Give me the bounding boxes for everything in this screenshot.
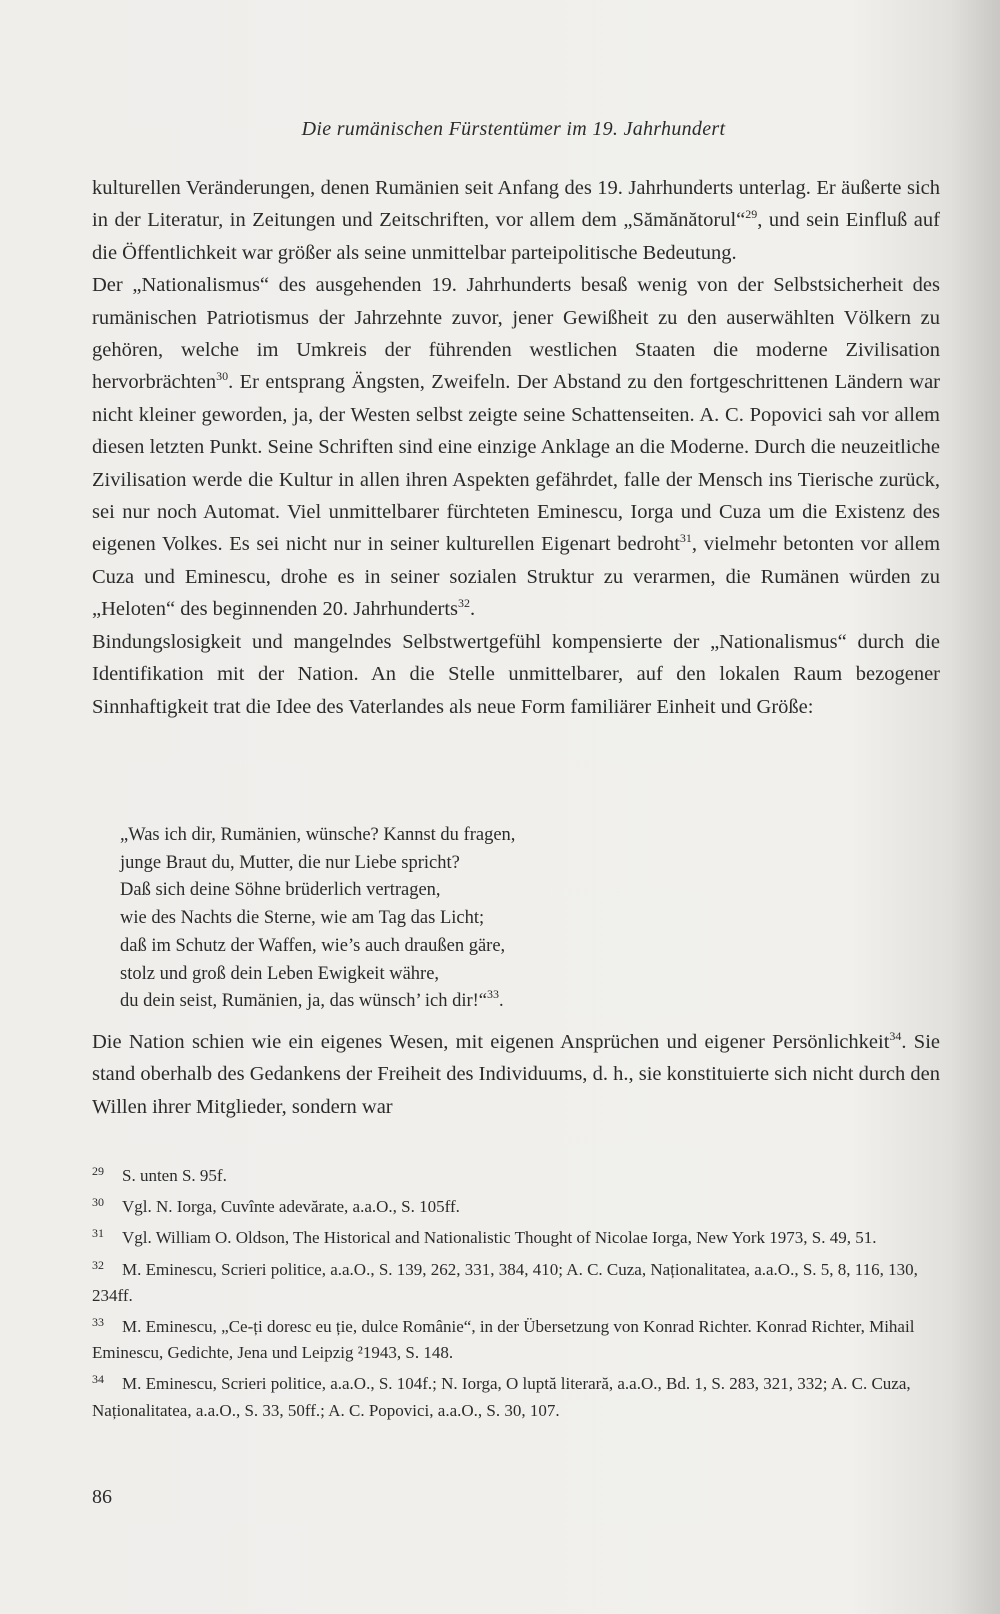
footnote-31 [92, 1220, 940, 1251]
poem-line: wie des Nachts die Sterne, wie am Tag das Licht; [120, 908, 485, 929]
paragraph-1-text-a: kulturellen Veränderungen, denen Rumänien seit Anfang des 19. Jahrhunderts unterlag. Er äußerte sich in der Literatur, in Zeitungen und Zeitschriften, vor allem dem „Sămănătorul“ [92, 177, 940, 232]
paragraph-4-text-a: Die Nation schien wie ein eigenes Wesen, mit eigenen Ansprüchen und eigener Persönlichkeit [92, 1031, 890, 1053]
poem-line-last [120, 988, 920, 1016]
footnotes [92, 1158, 940, 1424]
footnote-ref-32: 32 [458, 596, 471, 611]
footnote-33 [92, 1309, 940, 1366]
footnote-text: M. Eminescu, Scrieri politice, a.a.O., S. 104f.; N. Iorga, O luptă literară, a.a.O., Bd. 1, S. 283, 321, 332; A. C. Cuza, Naționalitatea, a.a.O., S. 33, 50ff.; A. C. Popovici, a.a.O., S. 30, 107. [92, 1374, 911, 1420]
poem-line: Daß sich deine Söhne brüderlich vertragen, [120, 880, 441, 901]
poem-line: junge Braut du, Mutter, die nur Liebe spricht? [120, 852, 460, 873]
paragraph-4 [92, 1026, 940, 1123]
footnote-number: 32 [92, 1257, 104, 1272]
poem-line: daß im Schutz der Waffen, wie’s auch draußen gäre, [120, 935, 506, 956]
footnote-ref-29: 29 [745, 207, 758, 222]
paragraph-3: Bindungslosigkeit und mangelndes Selbstwertgefühl kompensierte der „Nationalismus“ durch die Identifikation mit der Nation. An die Stelle unmittelbarer, auf den lokalen Raum bezogener Sinnhaftigkeit trat die Idee des Vaterlandes als neue Form familiärer Einheit und Größe: [92, 630, 940, 718]
footnote-text: Vgl. William O. Oldson, The Historical and Nationalistic Thought of Nicolae Iorga, New York 1973, S. 49, 51. [122, 1228, 877, 1248]
paragraph-2-text-b: . Er entsprang Ängsten, Zweifeln. Der Abstand zu den fortgeschrittenen Ländern war nicht kleiner geworden, ja, der Westen selbst zeigte seine Schattenseiten. A. C. Popovici sah vor allem diesen letzten Punkt. Seine Schriften sind eine einzige Anklage an die Moderne. Durch die neuzeitliche Zivilisation werde die Kultur in allen ihren Aspekten gefährdet, falle der Mensch ins Tierische zurück, sei nur noch Automat. Viel unmittelbarer fürchteten Eminescu, Iorga und Cuza um die Existenz des eigenen Volkes. Es sei nicht nur in seiner kulturellen Eigenart bedroht [92, 371, 940, 556]
footnote-text: S. unten S. 95f. [122, 1166, 227, 1185]
footnote-text: M. Eminescu, Scrieri politice, a.a.O., S. 139, 262, 331, 384, 410; A. C. Cuza, Naționalitatea, a.a.O., S. 5, 8, 116, 130, 234ff. [92, 1259, 918, 1305]
paragraph-1-text-b: , und sein Einfluß auf die Öffentlichkeit war größer als seine unmittelbar parteipolitische Bedeutung. [92, 209, 940, 264]
poem-line: stolz und groß dein Leben Ewigkeit währe, [120, 963, 440, 984]
paragraph-4-text [92, 1026, 940, 1123]
paragraph-2-text-d: . [470, 598, 476, 621]
page-number: 86 [92, 1486, 112, 1508]
footnote-ref-33: 33 [487, 987, 500, 1002]
poem-line: „Was ich dir, Rumänien, wünsche? Kannst du fragen, [120, 825, 516, 845]
paragraph-1 [92, 172, 940, 269]
footnote-34 [92, 1366, 940, 1423]
paragraph-2-text-a: Der „Nationalismus“ des ausgehenden 19. Jahrhunderts besaß wenig von der Selbstsicherheit des rumänischen Patriotismus der Jahrzehnte zuvor, jener Gewißheit zu den auserwählten Völkern zu gehören, welche im Umkreis der führenden westlichen Staaten die moderne Zivilisation hervorbrächten [92, 274, 940, 394]
poem-end-punct: . [499, 991, 504, 1012]
poem-quote [120, 822, 920, 1016]
footnote-ref-30: 30 [216, 369, 229, 384]
footnote-30 [92, 1189, 940, 1220]
poem-line-text: du dein seist, Rumänien, ja, das wünsch’ ich dir!“ [120, 991, 488, 1012]
paragraph-4-text-b: . Sie stand oberhalb des Gedankens der Freiheit des Individuums, d. h., sie konstituierte sich nicht durch den Willen ihrer Mitglieder, sondern war [92, 1031, 940, 1118]
footnote-text: M. Eminescu, „Ce-ți doresc eu ție, dulce Românie“, in der Übersetzung von Konrad Richter. Konrad Richter, Mihail Eminescu, Gedichte, Jena und Leipzig ²1943, S. 148. [92, 1317, 915, 1363]
paragraph-2 [92, 269, 940, 625]
running-head: Die rumänischen Fürstentümer im 19. Jahrhundert [301, 118, 726, 140]
footnote-text: Vgl. N. Iorga, Cuvînte adevărate, a.a.O., S. 105ff. [122, 1197, 460, 1217]
paragraph-2-text-c: , vielmehr betonten vor allem Cuza und Eminescu, drohe es in seiner sozialen Struktur zu verarmen, die Rumänen würden zu „Heloten“ des beginnenden 20. Jahrhunderts [92, 533, 941, 621]
footnote-29 [92, 1158, 940, 1189]
footnote-ref-34: 34 [889, 1029, 902, 1043]
footnote-number: 33 [92, 1315, 104, 1330]
footnote-32 [92, 1252, 940, 1309]
main-text [92, 172, 940, 723]
footnote-number: 34 [92, 1372, 104, 1387]
footnote-number: 29 [92, 1164, 104, 1178]
footnote-ref-31: 31 [679, 531, 692, 546]
footnote-number: 30 [92, 1195, 104, 1210]
footnote-number: 31 [92, 1226, 104, 1241]
